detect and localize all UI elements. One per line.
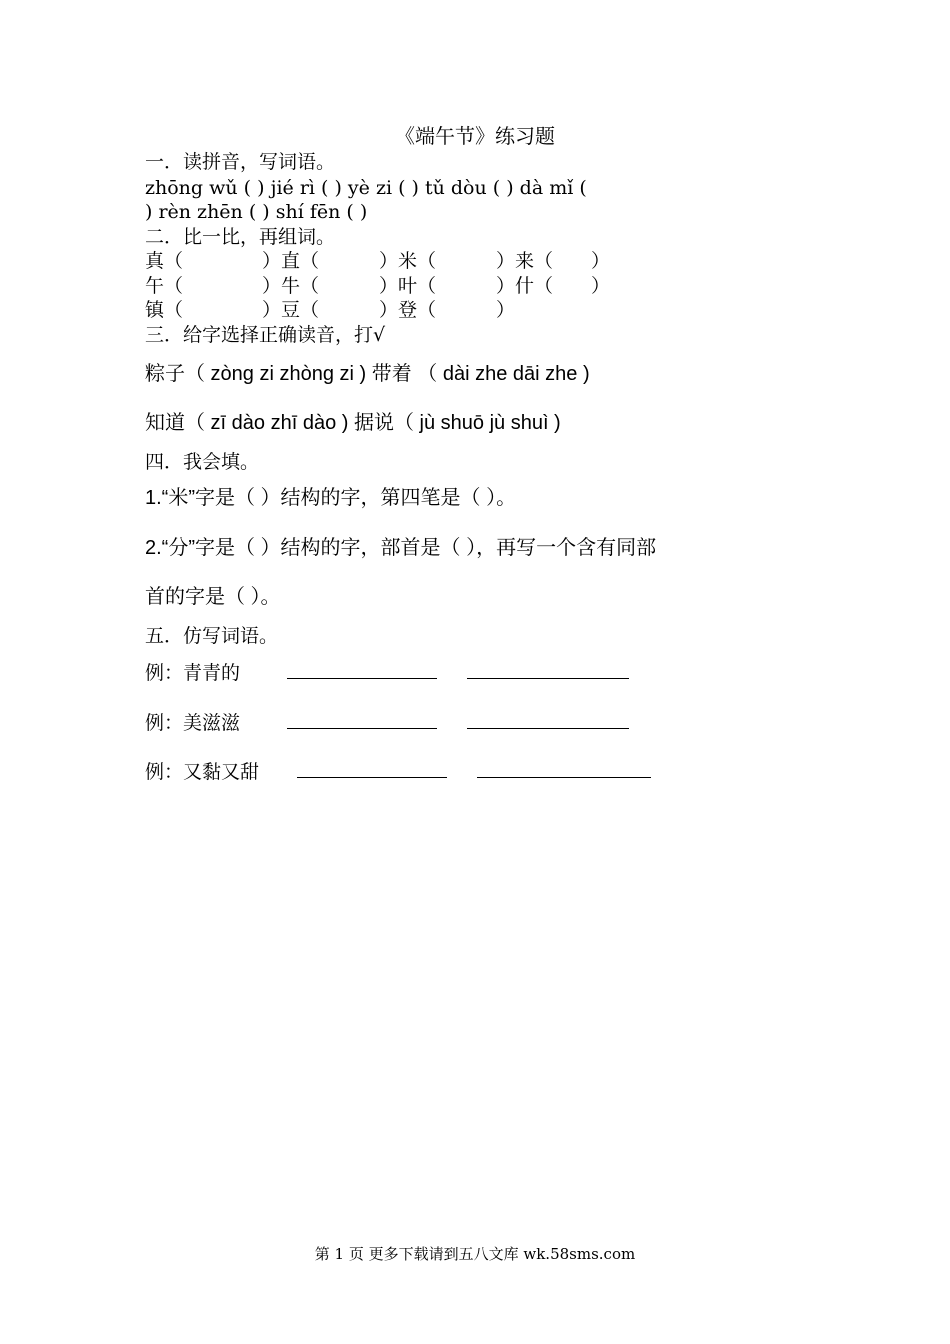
section-2-heading: 二．比一比，再组词。 (145, 226, 336, 248)
compare-cell: ）来（ (496, 250, 554, 272)
answer-blank[interactable] (287, 710, 437, 729)
compare-cell: 午（ (145, 275, 184, 297)
section-5-heading: 五．仿写词语。 (145, 625, 279, 647)
compare-cell: 真（ (145, 250, 184, 272)
imitation-row-1 (145, 660, 629, 685)
section-1-heading: 一．读拼音，写词语。 (145, 151, 336, 173)
fill-question-2: 2.“分”字是（ ）结构的字，部首是（ ），再写一个含有同部 (145, 537, 657, 559)
example-label: 例：青青的 (145, 662, 241, 684)
compare-cell: 镇（ (145, 299, 184, 321)
compare-cell: ）叶（ (379, 275, 437, 297)
section-3-heading: 三．给字选择正确读音，打√ (145, 324, 386, 346)
page-footer: 第 1 页 更多下载请到五八文库 wk.58sms.com (314, 1245, 636, 1263)
fill-question-1: 1.“米”字是（ ）结构的字，第四笔是（ ）。 (145, 487, 517, 509)
compare-cell: ） (496, 299, 516, 321)
compare-row-1 (145, 249, 610, 273)
compare-cell: ）直（ (262, 250, 320, 272)
example-label: 例：又黏又甜 (145, 761, 260, 783)
example-label: 例：美滋滋 (145, 712, 241, 734)
answer-blank[interactable] (477, 759, 651, 778)
section-4-heading: 四．我会填。 (145, 451, 260, 473)
compare-cell: ） (591, 250, 611, 272)
fill-question-2-cont: 首的字是（ ）。 (145, 586, 281, 608)
answer-blank[interactable] (297, 759, 447, 778)
reading-choice-2: 知道（ zī dào zhī dào ) 据说（ jù shuō jù shuì ) (145, 412, 561, 434)
compare-cell: ）牛（ (262, 275, 320, 297)
compare-row-3 (145, 298, 515, 322)
compare-cell: ） (591, 275, 611, 297)
compare-row-2 (145, 274, 610, 298)
compare-cell: ）豆（ (262, 299, 320, 321)
compare-cell: ）米（ (379, 250, 437, 272)
answer-blank[interactable] (467, 710, 629, 729)
answer-blank[interactable] (467, 660, 629, 679)
pinyin-row-1: zhōng wǔ ( ) jié rì ( ) yè zi ( ) tǔ dòu ( ) dà mǐ ( (145, 177, 587, 199)
imitation-row-2 (145, 710, 629, 735)
page-title: 《端午节》练习题 (395, 124, 555, 148)
compare-cell: ）登（ (379, 299, 437, 321)
compare-cell: ）什（ (496, 275, 554, 297)
answer-blank[interactable] (287, 660, 437, 679)
imitation-row-3 (145, 759, 651, 784)
reading-choice-1: 粽子（ zòng zi zhòng zi ) 带着 （ dài zhe dāi zhe ) (145, 363, 590, 385)
pinyin-row-2: ) rèn zhēn ( ) shí fēn ( ) (145, 201, 368, 223)
